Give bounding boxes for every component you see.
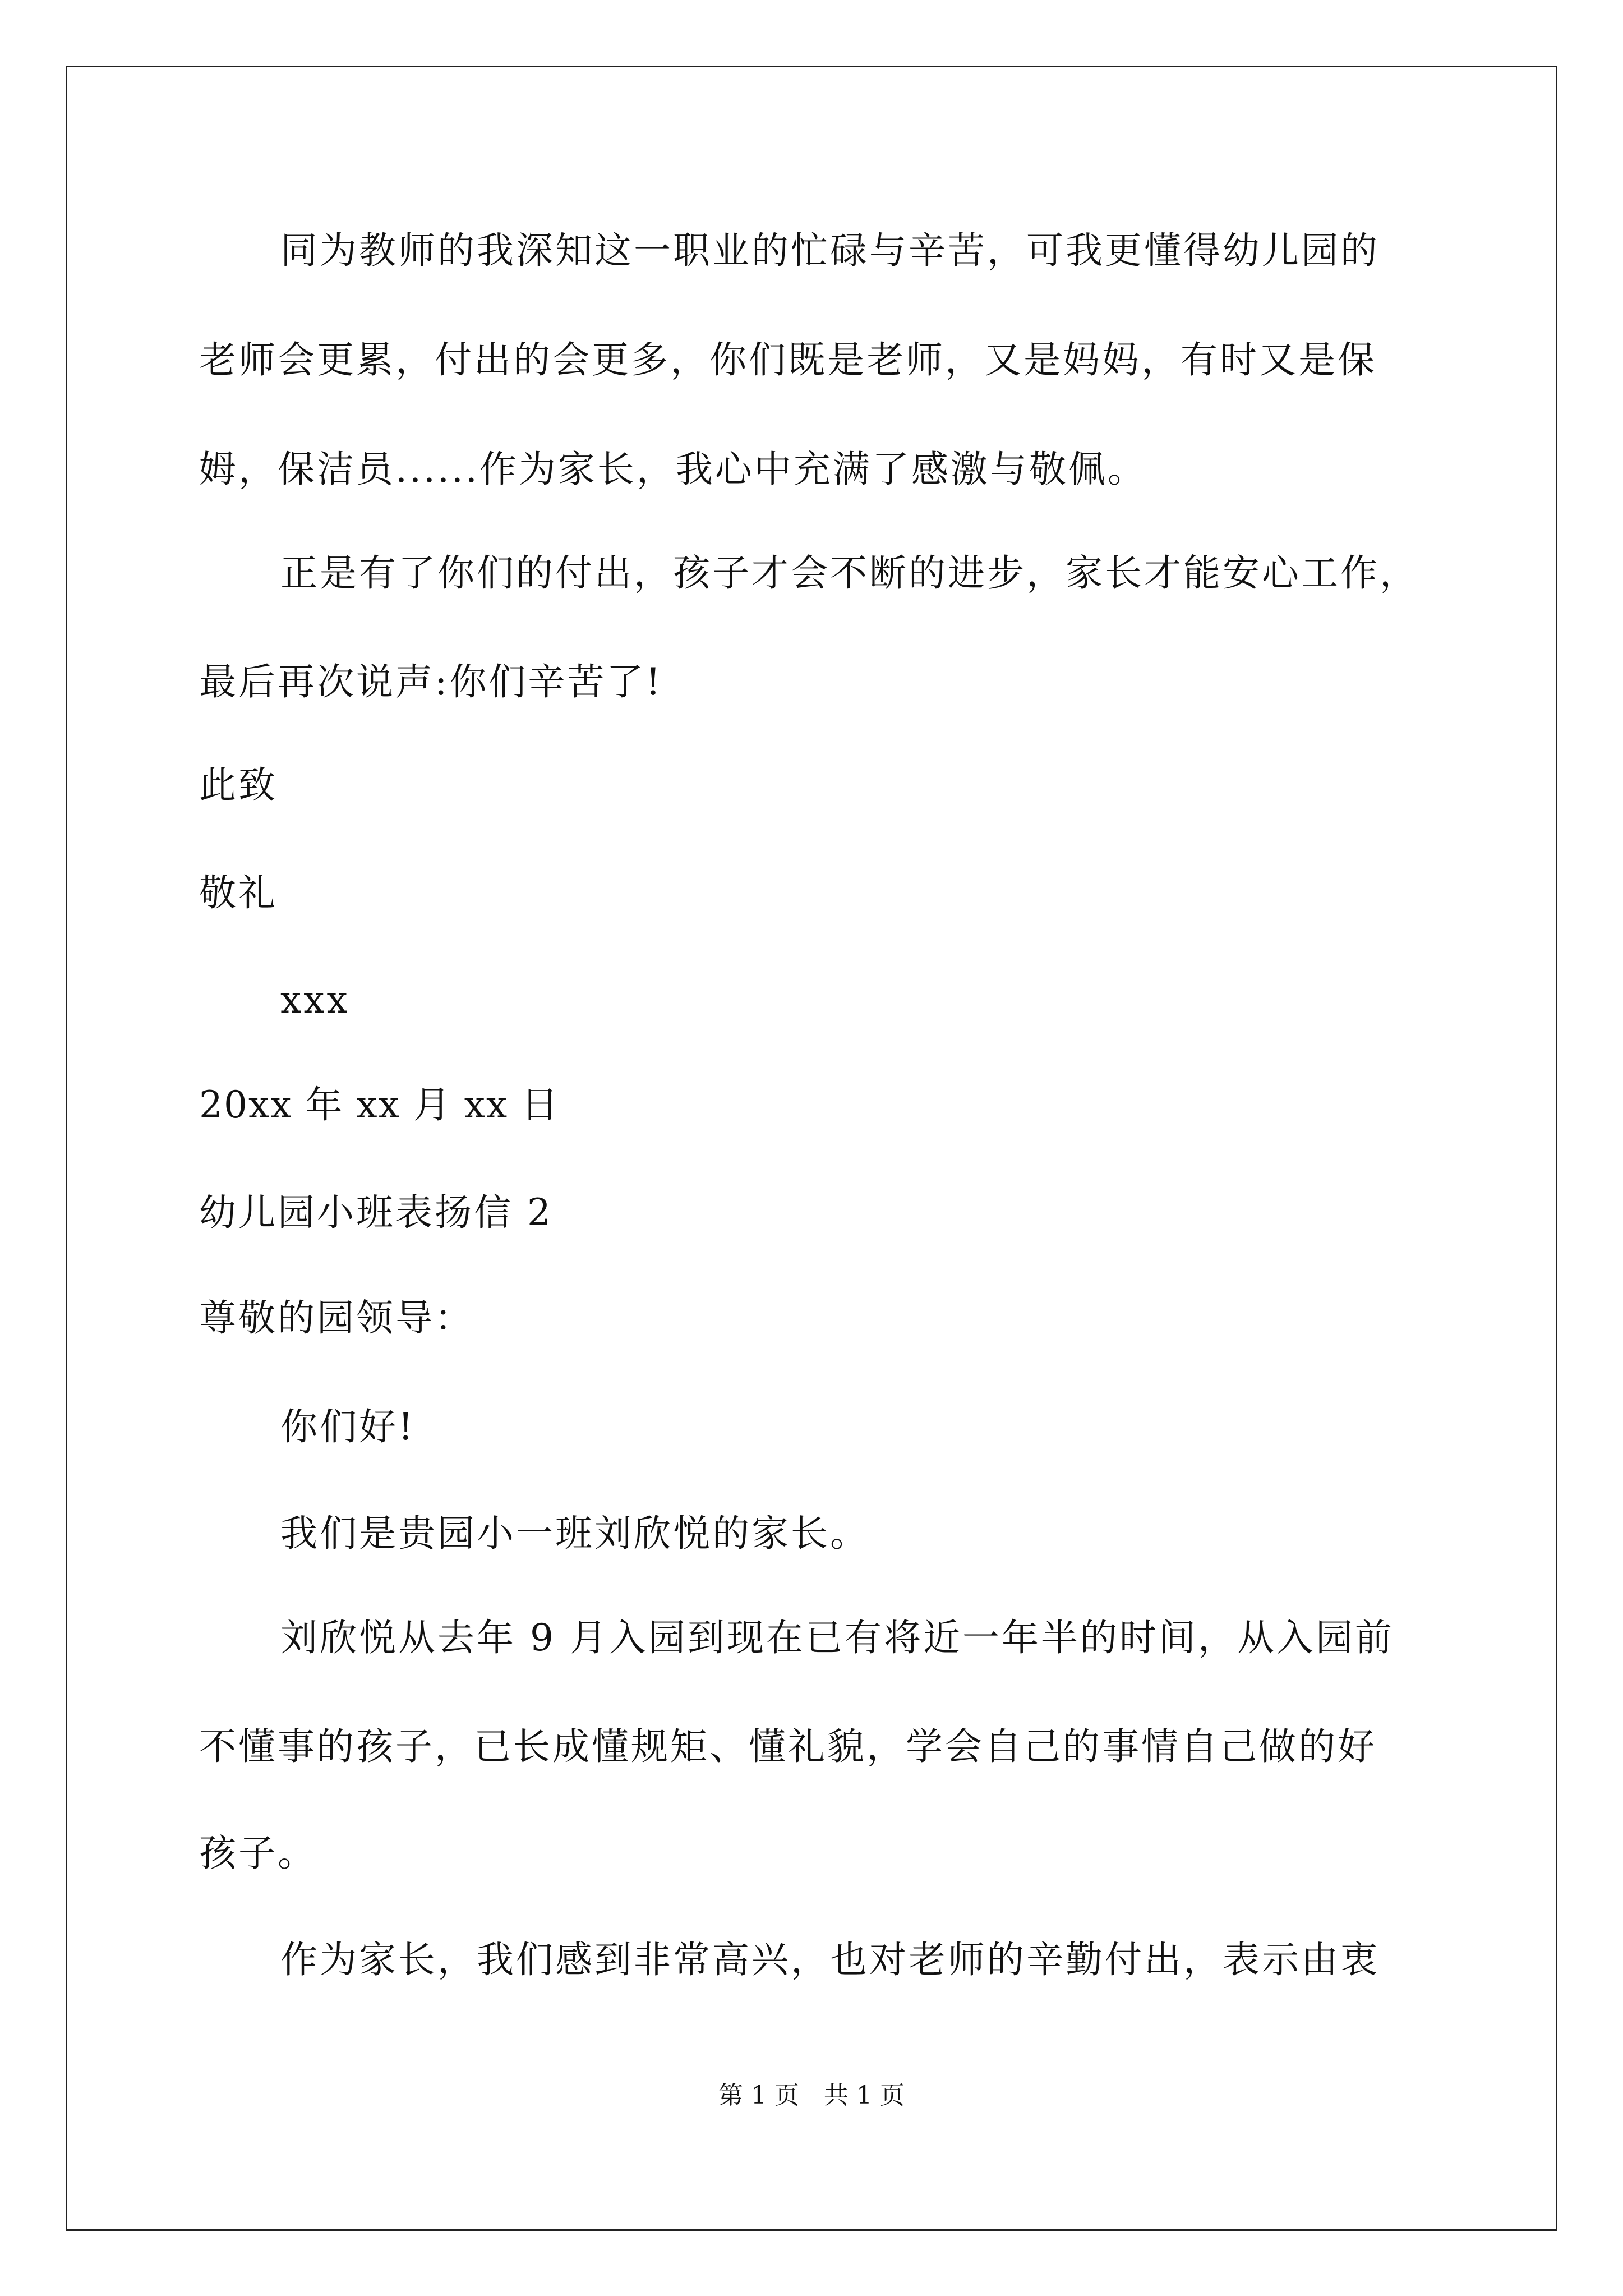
- paragraph-line: 同为教师的我深知这一职业的忙碌与辛苦，可我更懂得幼儿园的: [280, 229, 1380, 272]
- letter-heading: 幼儿园小班表扬信 2: [199, 1191, 553, 1234]
- page-number-footer: 第 1 页 共 1 页: [718, 2081, 905, 2110]
- paragraph-line: 作为家长，我们感到非常高兴，也对老师的辛勤付出，表示由衷: [280, 1938, 1380, 1981]
- closing-salutation: 敬礼: [199, 871, 278, 914]
- paragraph-line: 最后再次说声:你们辛苦了!: [199, 660, 663, 703]
- paragraph-line: 正是有了你们的付出，孩子才会不断的进步，家长才能安心工作，: [280, 551, 1419, 595]
- paragraph-line: 老师会更累，付出的会更多，你们既是老师，又是妈妈，有时又是保: [199, 338, 1377, 381]
- paragraph-line: 刘欣悦从去年 9 月入园到现在已有将近一年半的时间，从入园前: [280, 1616, 1394, 1659]
- paragraph-line: 姆，保洁员......作为家长，我心中充满了感激与敬佩。: [199, 448, 1147, 491]
- paragraph-line: 孩子。: [199, 1832, 317, 1875]
- paragraph-line: 我们是贵园小一班刘欣悦的家长。: [280, 1512, 869, 1555]
- signature-date: 20xx 年 xx 月 xx 日: [199, 1083, 560, 1126]
- closing-phrase: 此致: [199, 763, 278, 807]
- letter-addressee: 尊敬的园领导：: [199, 1296, 474, 1340]
- page-border: [66, 66, 1557, 2231]
- paragraph-line: 不懂事的孩子，已长成懂规矩、懂礼貌，学会自己的事情自己做的好: [199, 1725, 1377, 1768]
- greeting: 你们好!: [280, 1405, 416, 1448]
- signature-name: xxx: [280, 978, 350, 1022]
